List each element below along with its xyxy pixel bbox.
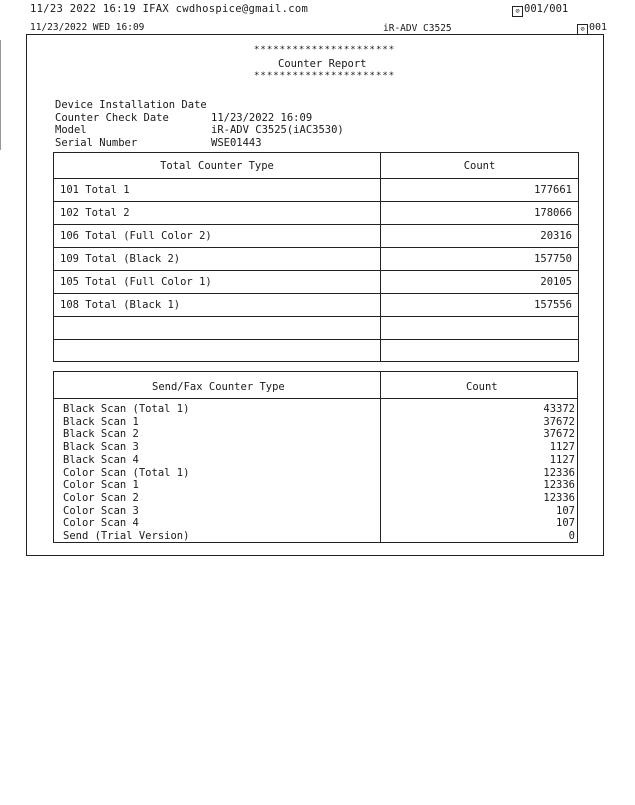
- counter-type: Color Scan (Total 1): [63, 466, 190, 479]
- counter-count: [381, 317, 579, 340]
- table-row: [54, 248, 579, 271]
- device-info-values: [211, 99, 344, 150]
- fax-page-number: [512, 3, 568, 17]
- fax-header-line: 11/23 2022 16:19 IFAX cwdhospice@gmail.com: [30, 3, 309, 15]
- table-row: [54, 428, 579, 441]
- counter-type: Color Scan 3: [63, 504, 139, 517]
- info-value: 11/23/2022 16:09: [211, 111, 313, 124]
- send-counter-table: [53, 371, 578, 543]
- counter-type: [54, 317, 381, 340]
- counter-type: 102 Total 2: [54, 202, 381, 225]
- counter-count: 37672: [543, 428, 575, 441]
- header-divider: [54, 398, 577, 399]
- table-row: [54, 517, 579, 530]
- info-label: Model: [55, 124, 87, 137]
- counter-count: 157750: [381, 248, 579, 271]
- table-row: [54, 416, 579, 429]
- counter-count: 12336: [543, 479, 575, 492]
- printer-model: iR-ADV C3525: [383, 23, 452, 34]
- table-row: [54, 225, 579, 248]
- counter-count: 107: [556, 504, 575, 517]
- table-row: [54, 179, 579, 202]
- send-type-header: Send/Fax Counter Type: [152, 381, 285, 393]
- report-stars-bottom: **********************: [254, 71, 396, 81]
- table-row: [54, 467, 579, 480]
- info-value: [211, 99, 344, 112]
- table-row: [54, 202, 579, 225]
- page-icon: ⊘: [577, 24, 588, 35]
- counter-type: Black Scan 4: [63, 453, 139, 466]
- counter-count: 37672: [543, 415, 575, 428]
- table-row: [54, 340, 579, 362]
- report-stars-top: **********************: [254, 45, 396, 55]
- total-counter-table: [53, 152, 579, 362]
- counter-type: Black Scan 3: [63, 441, 139, 454]
- printer-page-value: 001: [589, 22, 608, 33]
- counter-count: 177661: [381, 179, 579, 202]
- counter-type: [54, 340, 381, 362]
- send-count-header: Count: [466, 381, 498, 393]
- counter-type: Black Scan 1: [63, 415, 139, 428]
- counter-count: 107: [556, 517, 575, 530]
- table-header-row: [54, 153, 579, 179]
- device-info-labels: [55, 99, 207, 150]
- page-icon: ⊘: [512, 6, 523, 17]
- counter-type: Color Scan 1: [63, 479, 139, 492]
- counter-type: Black Scan (Total 1): [63, 403, 190, 415]
- counter-count: 157556: [381, 294, 579, 317]
- counter-count: 43372: [543, 403, 575, 415]
- counter-count: 1127: [549, 441, 575, 454]
- table-row: [54, 317, 579, 340]
- counter-count: 12336: [543, 491, 575, 504]
- info-value: WSE01443: [211, 137, 262, 150]
- table-row: [54, 505, 579, 518]
- counter-type: 108 Total (Black 1): [54, 294, 381, 317]
- info-label: Device Installation Date: [55, 99, 207, 111]
- table-row: [54, 271, 579, 294]
- table-row: [54, 454, 579, 467]
- scan-edge-mark: [0, 40, 1, 150]
- table-row: [54, 403, 579, 416]
- info-label: Serial Number: [55, 137, 138, 150]
- fax-page-value: 001/001: [524, 3, 569, 15]
- counter-count: 0: [568, 530, 575, 542]
- info-value: iR-ADV C3525(iAC3530): [211, 124, 344, 137]
- counter-type: Send (Trial Version): [63, 530, 190, 542]
- counter-count: 12336: [543, 466, 575, 479]
- counter-count: [381, 340, 579, 362]
- counter-type: 101 Total 1: [54, 179, 381, 202]
- counter-type: Black Scan 2: [63, 428, 139, 441]
- info-label: Counter Check Date: [55, 111, 169, 124]
- total-count-header: Count: [381, 153, 579, 179]
- counter-count: 20105: [381, 271, 579, 294]
- counter-type: 109 Total (Black 2): [54, 248, 381, 271]
- counter-count: 178066: [381, 202, 579, 225]
- counter-type: 105 Total (Full Color 1): [54, 271, 381, 294]
- table-row: [54, 294, 579, 317]
- counter-count: 20316: [381, 225, 579, 248]
- table-row: [54, 441, 579, 454]
- counter-count: 1127: [549, 453, 575, 466]
- table-row: [54, 479, 579, 492]
- report-title: Counter Report: [278, 58, 367, 70]
- counter-type: Color Scan 4: [63, 517, 139, 530]
- counter-type: 106 Total (Full Color 2): [54, 225, 381, 248]
- total-type-header: Total Counter Type: [54, 153, 381, 179]
- printer-datetime: 11/23/2022 WED 16:09: [30, 22, 145, 33]
- table-row: [54, 530, 579, 543]
- table-row: [54, 492, 579, 505]
- counter-type: Color Scan 2: [63, 491, 139, 504]
